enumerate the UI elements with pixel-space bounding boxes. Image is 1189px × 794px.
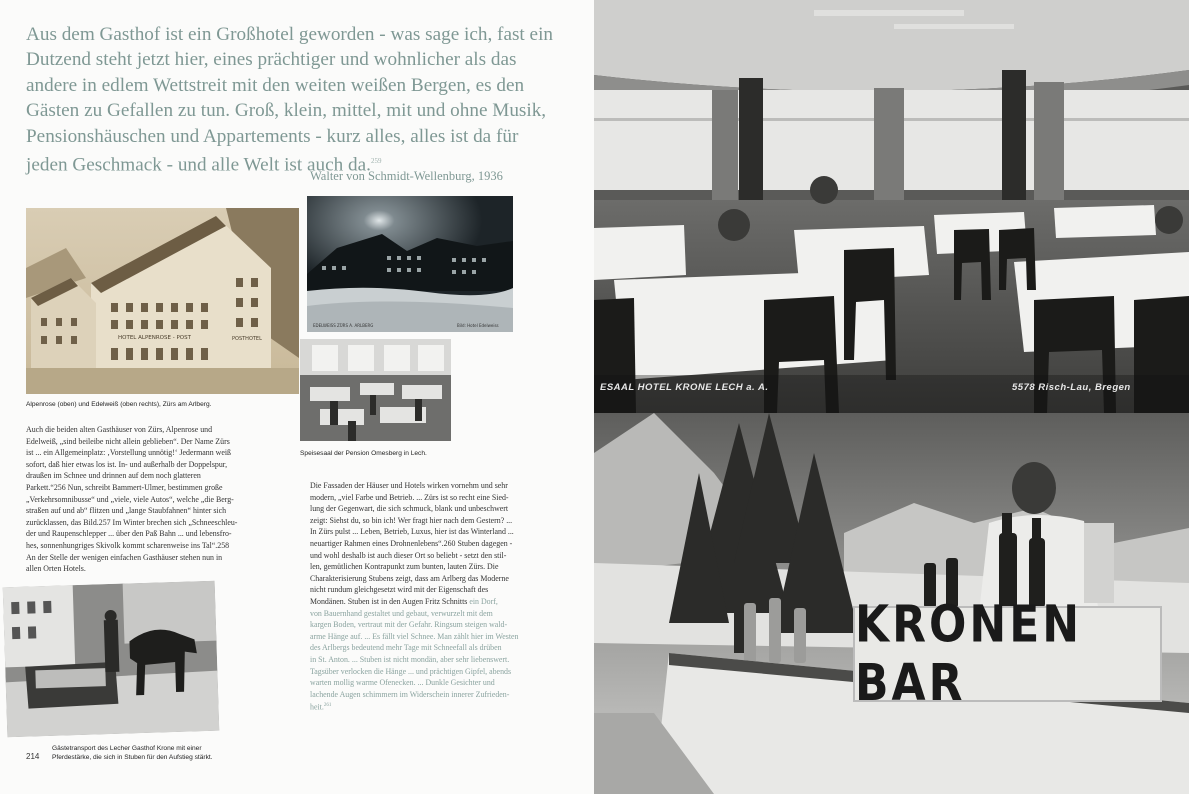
kronen-bar-sign-text: KRONEN BAR <box>855 595 1083 713</box>
quote-attribution: Walter von Schmidt-Wellenburg, 1936 <box>310 169 503 183</box>
caption-horse-sleigh: Gästetransport des Lecher Gasthof Krone mit einer Pferdestärke, die sich in Stuben für den Aufstieg stärkt. <box>52 745 213 761</box>
pull-quote: Aus dem Gasthof ist ein Großhotel geworden - was sage ich, fast ein Dutzend steht jetzt hier, eines prächtiger und wohnlicher als das andere in edlem Wettstreit mit den weiten weißen Bergen, es den Gästen zu Gefallen zu tun. Groß, klein, mittel, mit und ohne Musik, Pensionshäuschen und Appartements - kurz alles, alles ist da für jeden Geschmack - und alle Welt ist auch da.$^{259}$ <box>26 24 553 176</box>
night-photo-caption-left: EDELWEISS ZÜRS A. ARLBERG <box>313 323 374 328</box>
caption-alpenrose: Alpenrose (oben) und Edelweiß (oben rechts), Zürs am Arlberg. <box>26 401 212 408</box>
quote-footnote: 259 <box>370 157 382 166</box>
text-column-1: Auch die beiden alten Gasthäuser von Zürs, Alpenrose und Edelweiß, „sind beileibe nicht allein geblieben“. Der Name Zürs ist ... ein Allgemeinplatz: ‚Vorstellung unnötig!‘ Jedermann weiß sofort, daß hier etwas los ist. In- und außerhalb der Doppelspur, draußen im Schnee und drinnen auf dem noch glatteren Parkett.“256 Nun, schreibt Bammert-Ulmer, bestimmen große „Verkehrsomnibusse“ und „viele, viele Autos“, welche „die Berg- straßen auf und ab“ flitzen und „lange Staubfahnen“ hinter sich zurücklassen, das Bild.257 Im Winter brechen sich „Schneeschleu- der und Raupenschlepper ... über den Paß Bahn ... und lebensfro- hes, sonnenhungriges Skivolk kommt scharenweise ins Tal“.258 An der Stelle der wenigen einfachen Gasthäuser stehen nun in allen Orten Hotels. <box>26 425 238 574</box>
photo-horse-sleigh <box>3 581 220 738</box>
photo-edelweiss-night <box>307 196 513 332</box>
photo-alpenrose <box>26 208 299 394</box>
kronen-bar-sign <box>853 595 1162 713</box>
alpenrose-facade-text: HOTEL ALPENROSE - POST <box>118 335 191 341</box>
photo-krone-restaurant <box>594 0 1189 413</box>
text-column-2: Die Fassaden der Häuser und Hotels wirken vornehm und sehr modern, „viel Farbe und Betrieb. ... Zürs ist so recht eine Sied- lung der Gegenwart, die sich schmuck, blank und unbeschwert zeigt: Siehst du, so bin ich! Wer fragt hier nach dem Gestern? ... In Zürs pulst ... Leben, Betrieb, Luxus, hier ist das Winterland ... neuartiger Rahmen eines Drohnenlebens“.260 Stuben dagegen - und wohl deshalb ist auch dieser Ort so beliebt - setzt den stil- len, gemütlichen Kontrapunkt zum bunten, lauten Zürs. Die Charakterisierung Stubens zeigt, dass am Arlberg das Moderne nicht rundum gleichgesetzt wird mit der Eigenschaft des Mondänen. Stuben ist in den Augen Fritz Schnitts ein Dorf, von Bauernhand gestaltet und gebaut, verwurzelt mit dem kargen Boden, vertraut mit der Gefahr. Ringsum steigen wald- arme Hänge auf. ... Es fällt viel Schnee. Man zählt hier im Westen des Arlbergs bedeutend mehr Tage mit Schneefall als drüben in St. Anton. ... Stuben ist nicht mondän, aber sehr liebenswert. Tagsüber verlocken die Hänge ... und prächtigen Gipfel, abends warten mollig warme Ofenecken. ... Dunkle Gesichter und lachende Augen schimmern im Widerschein innerer Zufrieden- heit.$^{261}$ <box>310 481 519 712</box>
photo-omesberg-dining <box>300 339 451 441</box>
caption-omesberg: Speisesaal der Pension Omesberg in Lech. <box>300 450 427 457</box>
restaurant-photo-caption-right: 5578 Risch-Lau, Bregen <box>1012 382 1131 393</box>
page-number: 214 <box>26 752 40 761</box>
posthotel-text: POSTHOTEL <box>232 336 262 342</box>
restaurant-photo-caption-left: ESAAL HOTEL KRONE LECH a. A. <box>600 382 769 393</box>
night-photo-caption-right: Bild: Hotel Edelweiss <box>457 323 499 328</box>
